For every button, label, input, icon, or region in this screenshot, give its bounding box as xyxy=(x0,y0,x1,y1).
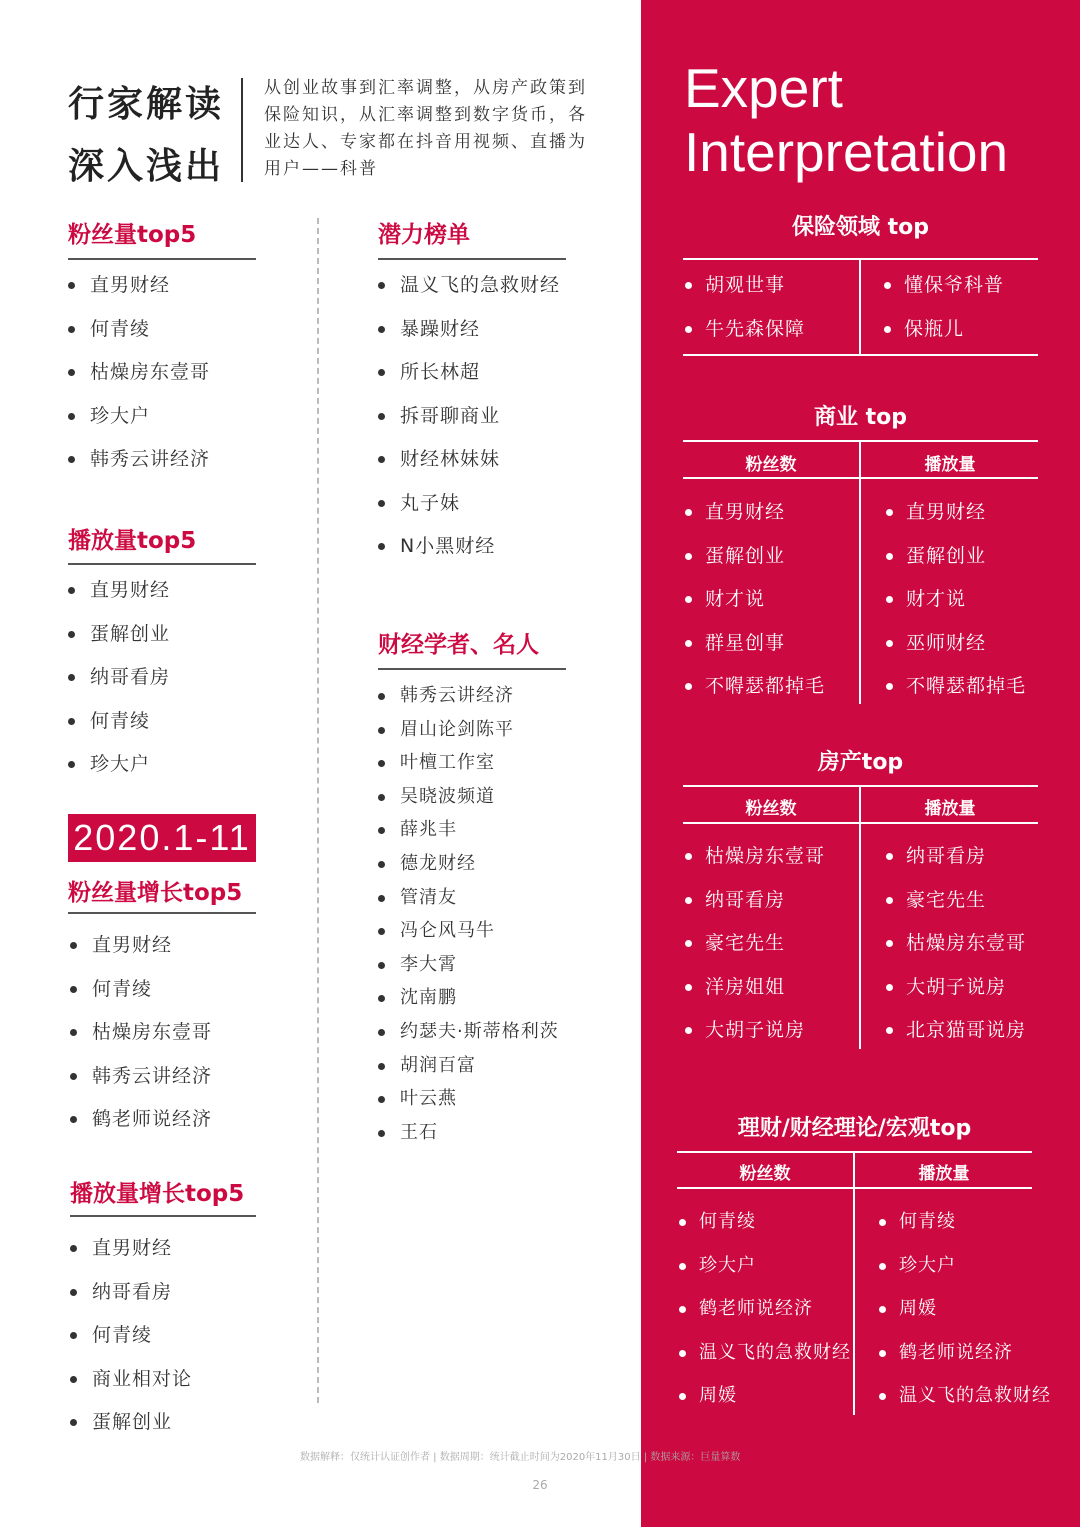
realestate-fans-list xyxy=(683,842,825,1060)
plays-growth-top5-title: 播放量增长top5 xyxy=(70,1181,245,1207)
list-item: 纳哥看房 xyxy=(884,842,1026,886)
hero-description: 从创业故事到汇率调整，从房产政策到保险知识，从汇率调整到数字货币，各业达人、专家都在抖音用视频、直播为用户——科普 xyxy=(264,78,587,179)
list-item: 吴晓波频道 xyxy=(376,784,559,818)
scholars-rule xyxy=(378,668,566,670)
plays-growth-top5-rule xyxy=(70,1215,256,1217)
list-item: 何青绫 xyxy=(68,1321,192,1365)
list-item: 直男财经 xyxy=(66,576,170,620)
list-item: 暴躁财经 xyxy=(376,315,560,359)
list-item: 珍大户 xyxy=(66,402,210,446)
fans-growth-top5-list xyxy=(68,931,212,1149)
insurance-top-vline xyxy=(859,260,861,354)
list-item: 珍大户 xyxy=(66,750,170,794)
list-item: 洋房姐姐 xyxy=(683,973,825,1017)
hero-title-line1: 行家解读 xyxy=(68,84,225,125)
list-item: 枯燥房东壹哥 xyxy=(66,358,210,402)
list-item: 大胡子说房 xyxy=(683,1016,825,1060)
list-item: 何青绫 xyxy=(66,707,170,751)
fans-top5-list xyxy=(66,271,210,489)
realestate-top-title: 房产top xyxy=(817,750,904,775)
list-item: 大胡子说房 xyxy=(884,973,1026,1017)
list-item: 韩秀云讲经济 xyxy=(68,1062,212,1106)
list-item: 商业相对论 xyxy=(68,1365,192,1409)
list-item: 所长林超 xyxy=(376,358,560,402)
hero-divider xyxy=(241,78,243,182)
list-item: 李大霄 xyxy=(376,952,559,986)
list-item: 直男财经 xyxy=(68,931,212,975)
business-col-fans: 粉丝数 xyxy=(745,455,797,475)
list-item: 牛先森保障 xyxy=(683,315,805,359)
fans-growth-top5-title: 粉丝量增长top5 xyxy=(68,880,243,906)
list-item: 沈南鹏 xyxy=(376,985,559,1019)
plays-top5-rule xyxy=(68,563,256,565)
list-item: 不嘚瑟都掉毛 xyxy=(884,672,1026,716)
finance-fans-list xyxy=(677,1209,851,1427)
list-item: 蛋解创业 xyxy=(884,542,1026,586)
list-item: 管清友 xyxy=(376,885,559,919)
list-item: 韩秀云讲经济 xyxy=(376,683,559,717)
plays-growth-top5-list xyxy=(68,1234,192,1452)
plays-top5-title: 播放量top5 xyxy=(68,528,197,554)
list-item: 蛋解创业 xyxy=(68,1408,192,1452)
list-item: 丸子妹 xyxy=(376,489,560,533)
list-item: 眉山论剑陈平 xyxy=(376,717,559,751)
list-item: 枯燥房东壹哥 xyxy=(683,842,825,886)
list-item: 保瓶儿 xyxy=(882,315,1004,359)
realestate-col-plays: 播放量 xyxy=(924,799,976,819)
finance-col-fans: 粉丝数 xyxy=(739,1164,791,1184)
list-item: 温义飞的急救财经 xyxy=(376,271,560,315)
list-item: 直男财经 xyxy=(884,498,1026,542)
insurance-left-list xyxy=(683,271,805,358)
insurance-right-list xyxy=(882,271,1004,358)
list-item: 王石 xyxy=(376,1120,559,1154)
list-item: 枯燥房东壹哥 xyxy=(884,929,1026,973)
insurance-top-title: 保险领域 top xyxy=(791,215,930,240)
list-item: 蛋解创业 xyxy=(683,542,825,586)
list-item: 拆哥聊商业 xyxy=(376,402,560,446)
potential-list xyxy=(376,271,560,576)
list-item: 纳哥看房 xyxy=(683,886,825,930)
potential-list-rule xyxy=(378,258,566,260)
list-item: 冯仑风马牛 xyxy=(376,918,559,952)
english-title xyxy=(684,56,1074,184)
list-item: 直男财经 xyxy=(683,498,825,542)
scholars-title: 财经学者、名人 xyxy=(378,632,539,658)
list-item: 不嘚瑟都掉毛 xyxy=(683,672,825,716)
finance-col-plays: 播放量 xyxy=(918,1164,970,1184)
plays-top5-list xyxy=(66,576,170,794)
list-item: 珍大户 xyxy=(877,1253,1051,1297)
list-item: 何青绫 xyxy=(66,315,210,359)
list-item: 胡润百富 xyxy=(376,1053,559,1087)
list-item: 温义飞的急救财经 xyxy=(877,1383,1051,1427)
list-item: 纳哥看房 xyxy=(68,1278,192,1322)
list-item: 何青绫 xyxy=(677,1209,851,1253)
business-col-plays: 播放量 xyxy=(924,455,976,475)
business-plays-list xyxy=(884,498,1026,716)
list-item: 蛋解创业 xyxy=(66,620,170,664)
list-item: 财才说 xyxy=(884,585,1026,629)
list-item: 韩秀云讲经济 xyxy=(66,445,210,489)
list-item: 德龙财经 xyxy=(376,851,559,885)
list-item: 何青绫 xyxy=(877,1209,1051,1253)
list-item: 财才说 xyxy=(683,585,825,629)
list-item: 纳哥看房 xyxy=(66,663,170,707)
list-item: 鹤老师说经济 xyxy=(68,1105,212,1149)
list-item: 温义飞的急救财经 xyxy=(677,1340,851,1384)
list-item: N小黑财经 xyxy=(376,532,560,576)
list-item: 直男财经 xyxy=(66,271,210,315)
list-item: 巫师财经 xyxy=(884,629,1026,673)
footnote: 数据解释：仅统计认证创作者 | 数据周期：统计截止时间为2020年11月30日 | 数据来源：巨量算数 xyxy=(300,1452,741,1463)
list-item: 豪宅先生 xyxy=(884,886,1026,930)
hero-title xyxy=(68,74,238,198)
business-fans-list xyxy=(683,498,825,716)
page-number: 26 xyxy=(532,1478,548,1492)
english-title-line1: Expert xyxy=(684,57,843,119)
business-top-title: 商业 top xyxy=(813,405,908,430)
realestate-plays-list xyxy=(884,842,1026,1060)
list-item: 周媛 xyxy=(677,1383,851,1427)
list-item: 叶云燕 xyxy=(376,1086,559,1120)
list-item: 群星创事 xyxy=(683,629,825,673)
finance-plays-list xyxy=(877,1209,1051,1427)
list-item: 财经林妹妹 xyxy=(376,445,560,489)
list-item: 薛兆丰 xyxy=(376,817,559,851)
hero-title-line2: 深入浅出 xyxy=(68,146,225,187)
list-item: 胡观世事 xyxy=(683,271,805,315)
list-item: 鹤老师说经济 xyxy=(877,1340,1051,1384)
column-divider xyxy=(317,218,319,1403)
list-item: 叶檀工作室 xyxy=(376,750,559,784)
potential-list-title: 潜力榜单 xyxy=(378,222,470,248)
list-item: 鹤老师说经济 xyxy=(677,1296,851,1340)
list-item: 约瑟夫·斯蒂格利茨 xyxy=(376,1019,559,1053)
list-item: 何青绫 xyxy=(68,975,212,1019)
scholars-list xyxy=(376,683,559,1153)
list-item: 懂保爷科普 xyxy=(882,271,1004,315)
list-item: 北京猫哥说房 xyxy=(884,1016,1026,1060)
list-item: 珍大户 xyxy=(677,1253,851,1297)
list-item: 直男财经 xyxy=(68,1234,192,1278)
list-item: 枯燥房东壹哥 xyxy=(68,1018,212,1062)
realestate-top-vline xyxy=(859,787,861,1049)
finance-top-title: 理财/财经理论/宏观top xyxy=(737,1116,972,1141)
period-badge: 2020.1-11 xyxy=(68,814,256,862)
finance-top-vline xyxy=(853,1153,855,1415)
list-item: 周媛 xyxy=(877,1296,1051,1340)
fans-top5-rule xyxy=(68,258,256,260)
fans-growth-top5-rule xyxy=(68,912,256,914)
business-top-vline xyxy=(859,442,861,704)
english-title-line2: Interpretation xyxy=(684,121,1009,183)
list-item: 豪宅先生 xyxy=(683,929,825,973)
realestate-col-fans: 粉丝数 xyxy=(745,799,797,819)
fans-top5-title: 粉丝量top5 xyxy=(68,222,197,248)
